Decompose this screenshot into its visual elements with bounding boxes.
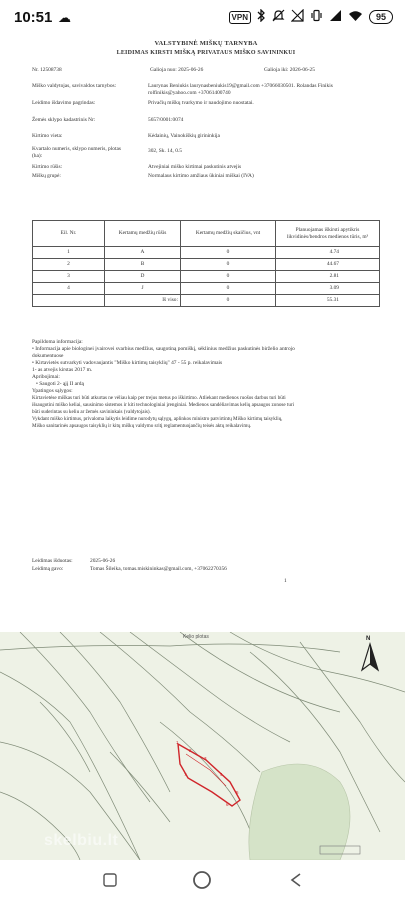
extra-line: • Saugoti 2- ąjį II ardą: [36, 381, 84, 387]
extra-line: Kirtavietėse miškas turi būti atkurtas ne vėliau kaip per trejus metus po iškirtimo. Atliekant medienos ruošos darbus turi būti: [32, 395, 286, 401]
forest-group-label: Miškų grupė:: [32, 173, 61, 179]
watermark: skelbiu.lt: [44, 832, 119, 849]
table-cell: 0: [181, 247, 276, 259]
table-cell: 4: [33, 283, 105, 295]
timber-table: [32, 220, 380, 307]
cadastral-value: 5657/0001:0074: [148, 117, 184, 123]
location-value: Kėdainių, Vainokiškių girininkija: [148, 133, 220, 139]
signal-off-icon: [291, 9, 304, 25]
table-header: Planuojamas iškirsti apytikris likvidinės/bendros medienos tūris, m³: [276, 221, 380, 247]
table-cell: 4.74: [276, 247, 380, 259]
table-row: [33, 271, 380, 283]
plot-label: 6: [226, 802, 229, 807]
back-icon[interactable]: [98, 868, 122, 892]
plot-label: 4: [220, 772, 223, 777]
issuer-value: Tomas Šileika, tomas.miskininkas@gmail.com, +37062270356: [90, 566, 227, 572]
table-cell: 0: [181, 271, 276, 283]
forest-group-value: Normalaus kirtimo amžiaus ūkiniai miškai (IVA): [148, 173, 254, 179]
valid-to: Galioja iki: 2026-06-25: [264, 67, 315, 73]
table-cell: J: [105, 283, 181, 295]
extra-line: Vykdant miško kirtimus, privaloma laikytis leidime nurodytų sąlygų, aplinkos ministro patvirtintų Miško kirtimų taisyklių,: [32, 416, 283, 422]
mute-icon: [272, 9, 285, 25]
issue-date-value: 2025-06-26: [90, 558, 116, 564]
grounds-label: Leidimo išdavimo pagrindas:: [32, 100, 96, 106]
extra-line: Apribojimai:: [32, 374, 60, 380]
vibrate-icon: [310, 9, 323, 25]
table-cell: 2: [33, 259, 105, 271]
table-row: [33, 247, 380, 259]
table-cell: 1: [33, 247, 105, 259]
north-label: N: [366, 636, 371, 642]
table-cell: 0: [181, 259, 276, 271]
extra-line: Miško sanitarinės apsaugos taisyklių ir kitų miškų valdymo sritį reglamentuojančių teisės aktų reikalavimų.: [32, 423, 252, 429]
table-cell: A: [105, 247, 181, 259]
table-cell: B: [105, 259, 181, 271]
extra-line: dokumentuose: [32, 353, 64, 359]
plot-label: 3: [204, 756, 207, 761]
extra-line: Ypatingos sąlygos:: [32, 388, 73, 394]
owner-value: Laurynas Beniukis laurynasbeniukis19@gmail.com +37066030501. Rolandas Finikis rolfinikis@yahoo.com +37061400740: [148, 83, 333, 96]
permit-title: LEIDIMAS KIRSTI MIŠKĄ PRIVATAUS MIŠKO SAVININKUI: [116, 50, 296, 56]
status-time: 10:51: [14, 9, 53, 26]
page-number: 1: [284, 578, 287, 584]
issuer-label: Leidimą gavo:: [32, 566, 64, 572]
quarter-label: Kvartalo numeris, sklypo numeris, plotas (ha):: [32, 146, 121, 159]
wifi-icon: [348, 10, 363, 25]
table-cell: 3: [33, 271, 105, 283]
plot-label: 5: [236, 790, 239, 795]
table-cell: [33, 295, 105, 307]
table-cell: Iš viso:: [105, 295, 181, 307]
issue-date-label: Leidimas išduotas:: [32, 558, 73, 564]
plot-label: 7: [184, 772, 187, 777]
table-cell: 44.67: [276, 259, 380, 271]
battery-icon: 95: [369, 10, 393, 24]
agency-title: VALSTYBINĖ MIŠKŲ TARNYBA: [154, 40, 258, 47]
home-icon[interactable]: [190, 868, 214, 892]
table-cell: 0: [181, 295, 276, 307]
extra-line: 1- as atvejis kirstas 2017 m.: [32, 367, 93, 373]
cloud-icon: ☁: [58, 10, 71, 25]
plot-label: 2: [189, 748, 192, 753]
cut-type-label: Kirtimo rūšis:: [32, 164, 63, 170]
table-header: Kertamų medžių skaičius, vnt: [181, 221, 276, 247]
extra-line: • Informacija apie biologinei įvairovei svarbius medžius, saugotiną pomiškį, sėklinius medžius paskutinės birželio antrojo: [32, 346, 295, 352]
permit-number: Nr. 12508738: [32, 67, 62, 73]
table-row: [33, 283, 380, 295]
signal-icon: [329, 9, 342, 25]
table-total-row: [33, 295, 380, 307]
grounds-value: Privačių miškų tvarkymo ir naudojimo nuostatai.: [148, 100, 254, 106]
table-row: [33, 259, 380, 271]
table-cell: 55.31: [276, 295, 380, 307]
recents-icon[interactable]: [284, 868, 308, 892]
bluetooth-icon: [257, 9, 266, 25]
table-header-row: [33, 221, 380, 247]
road-label: Kelio plotas: [183, 634, 209, 640]
quarter-value: 302, Sk. 14, 0.5: [148, 148, 182, 154]
location-label: Kirtimo vieta:: [32, 133, 63, 139]
table-header: Eil. Nr.: [33, 221, 105, 247]
forest-map[interactable]: [0, 632, 405, 860]
extra-line: • Kirtavietės sutvarkyti vadovaujantis "Miško kirtimų taisyklių" 47 - 55 p. reikalavimais: [32, 360, 223, 366]
vpn-icon: VPN: [229, 11, 251, 24]
map-drawing: [0, 632, 405, 860]
table-cell: 3.09: [276, 283, 380, 295]
table-cell: D: [105, 271, 181, 283]
cadastral-label: Žemės sklypo kadastrinis Nr:: [32, 117, 96, 123]
status-icons: [229, 9, 393, 25]
extra-line: būti suderintas su keliu ar žemės savininkais (valdytojais).: [32, 409, 151, 415]
cut-type-value: Atvejiniai miško kirtimai paskutinis atvejis: [148, 164, 242, 170]
owner-label: Miško valdytojas, savivaldos tarnybos:: [32, 83, 117, 89]
plot-label: 1: [176, 740, 179, 745]
table-cell: 2.81: [276, 271, 380, 283]
extra-info-title: Papildoma informacija:: [32, 339, 83, 345]
extra-line: išsaugotini miško keliai, sausinimo sistemos ir kiti technologiniai įrenginiai. Medienos sandėliavimas kelių apsaugos zonose turi: [32, 402, 295, 408]
nav-bar: [0, 860, 405, 900]
status-bar: [0, 0, 405, 36]
table-cell: 0: [181, 283, 276, 295]
valid-from: Galioja nuo: 2025-06-26: [150, 67, 204, 73]
table-header: Kertamų medžių rūšis: [105, 221, 181, 247]
